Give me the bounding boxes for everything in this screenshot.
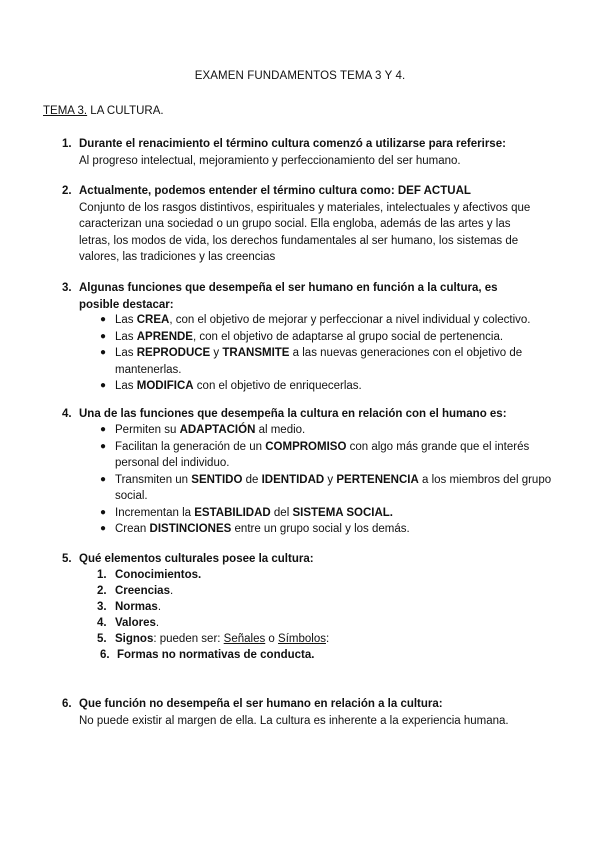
question-number: 3. bbox=[62, 282, 72, 294]
list-item: ● Las CREA, con el objetivo de mejorar y perfeccionar a nivel individual y colectivo. bbox=[62, 312, 552, 329]
list-item: 3. Normas. bbox=[97, 601, 162, 613]
answer-text: No puede existir al margen de ella. La cultura es inherente a la experiencia humana. bbox=[79, 714, 509, 727]
list-item: 4. Valores. bbox=[97, 617, 160, 629]
answer-text: Al progreso intelectual, mejoramiento y perfeccionamiento del ser humano. bbox=[79, 154, 461, 167]
question-text: Durante el renacimiento el término cultura comenzó a utilizarse para referirse: bbox=[79, 138, 506, 150]
section-label: TEMA 3. bbox=[43, 105, 88, 117]
list-item: 1. Conocimientos. bbox=[97, 569, 202, 581]
list-item: 6. Formas no normativas de conducta. bbox=[100, 649, 315, 661]
list-item: ● Facilitan la generación de un COMPROMISO con algo más grande que el interés personal del individuo. bbox=[100, 440, 530, 469]
question-number: 2. bbox=[62, 185, 72, 197]
bullet-icon: ● bbox=[100, 473, 107, 485]
question-3 bbox=[62, 280, 532, 313]
list-item: 5. Signos: pueden ser: Señales o Símbolos: bbox=[97, 633, 330, 645]
question-4 bbox=[62, 406, 562, 423]
question-number: 1. bbox=[62, 138, 72, 150]
question-6 bbox=[62, 696, 562, 729]
list-item: ● Permiten su ADAPTACIÓN al medio. bbox=[62, 422, 552, 439]
list-item: ● Incrementan la ESTABILIDAD del SISTEMA SOCIAL. bbox=[62, 505, 552, 522]
question-text: Una de las funciones que desempeña la cultura en relación con el humano es: bbox=[79, 408, 507, 420]
bullet-icon: ● bbox=[100, 380, 107, 391]
question-number: 6. bbox=[62, 698, 72, 710]
document-title: EXAMEN FUNDAMENTOS TEMA 3 Y 4. bbox=[194, 70, 406, 82]
bullet-icon: ● bbox=[100, 314, 107, 325]
bullet-icon: ● bbox=[100, 424, 107, 435]
list-item: ● Las REPRODUCE y TRANSMITE a las nuevas generaciones con el objetivo de mantenerlas. bbox=[100, 347, 523, 376]
bullet-icon: ● bbox=[100, 440, 107, 452]
list-item: ● Las APRENDE, con el objetivo de adaptarse al grupo social de pertenencia. bbox=[62, 329, 552, 346]
bullet-icon: ● bbox=[100, 506, 107, 518]
question-5-list bbox=[62, 567, 552, 663]
question-5 bbox=[62, 551, 562, 568]
section-heading bbox=[43, 105, 164, 117]
answer-text: Conjunto de los rasgos distintivos, espirituales y materiales, intelectuales y afectivos que caracterizan una sociedad o un grupo social. Ella engloba, además de las artes y las letras, los modos de vida, los derechos fundamentales al ser humano, los sistemas de valores, las tradiciones y las creencias bbox=[79, 201, 531, 263]
bullet-icon: ● bbox=[100, 523, 107, 534]
section-name: LA CULTURA. bbox=[87, 105, 164, 117]
question-3-list bbox=[62, 312, 552, 395]
question-number: 5. bbox=[62, 553, 72, 565]
list-item: 2. Creencias. bbox=[97, 585, 174, 597]
question-2 bbox=[62, 183, 540, 266]
question-1 bbox=[62, 136, 562, 169]
list-item: ● Crean DISTINCIONES entre un grupo social y los demás. bbox=[62, 521, 552, 538]
bullet-icon: ● bbox=[100, 330, 107, 342]
question-4-list bbox=[62, 422, 552, 538]
question-text: Qué elementos culturales posee la cultura: bbox=[79, 553, 314, 565]
question-text: Que función no desempeña el ser humano en relación a la cultura: bbox=[79, 698, 443, 710]
question-text: Actualmente, podemos entender el término cultura como: DEF ACTUAL bbox=[79, 185, 471, 197]
list-item: ● Transmiten un SENTIDO de IDENTIDAD y PERTENENCIA a los miembros del grupo social. bbox=[100, 473, 552, 502]
bullet-icon: ● bbox=[100, 347, 107, 358]
question-text: Algunas funciones que desempeña el ser humano en función a la cultura, es posible destacar: bbox=[79, 282, 498, 311]
list-item: ● Las MODIFICA con el objetivo de enriquecerlas. bbox=[62, 378, 552, 395]
question-number: 4. bbox=[62, 408, 72, 420]
